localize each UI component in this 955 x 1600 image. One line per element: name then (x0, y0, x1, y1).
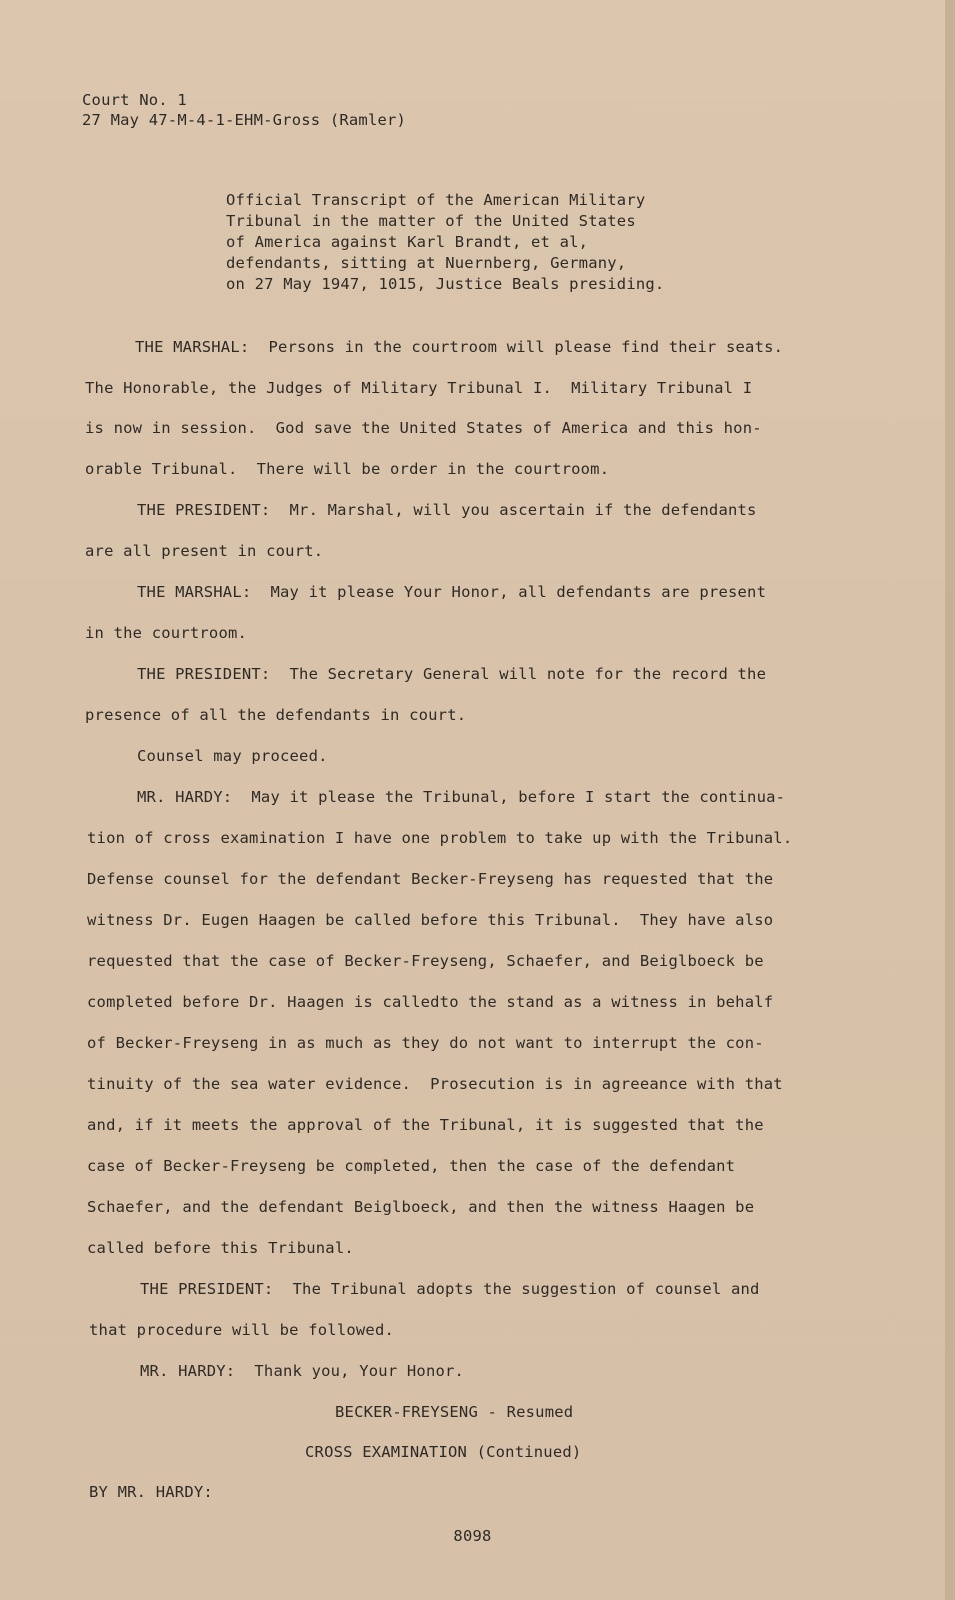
body-line: are all present in court. (85, 542, 324, 560)
body-line: requested that the case of Becker-Freyseng, Schaefer, and Beiglboeck be (87, 952, 764, 970)
speaker-line: MR. HARDY: May it please the Tribunal, before I start the continua- (137, 788, 786, 806)
body-line: of Becker-Freyseng in as much as they do not want to interrupt the con- (87, 1034, 764, 1052)
examination-heading: CROSS EXAMINATION (Continued) (305, 1443, 582, 1461)
heading-line: on 27 May 1947, 1015, Justice Beals presiding. (226, 275, 665, 293)
body-line: that procedure will be followed. (89, 1321, 395, 1339)
heading-line: of America against Karl Brandt, et al, (226, 233, 589, 251)
court-number: Court No. 1 (82, 91, 187, 109)
body-line: is now in session. God save the United States of America and this hon- (85, 419, 762, 437)
body-line: completed before Dr. Haagen is calledto the stand as a witness in behalf (87, 993, 774, 1011)
speaker-line: THE PRESIDENT: Mr. Marshal, will you ascertain if the defendants (137, 501, 757, 519)
document-reference: 27 May 47-M-4-1-EHM-Gross (Ramler) (82, 111, 407, 129)
body-line: Schaefer, and the defendant Beiglboeck, and then the witness Haagen be (87, 1198, 755, 1216)
speaker-line: THE MARSHAL: Persons in the courtroom will please find their seats. (135, 338, 784, 356)
body-line: tinuity of the sea water evidence. Prosecution is in agreeance with that (87, 1075, 783, 1093)
body-line: presence of all the defendants in court. (85, 706, 467, 724)
heading-line: defendants, sitting at Nuernberg, Germany, (226, 254, 627, 272)
body-line: Defense counsel for the defendant Becker-Freyseng has requested that the (87, 870, 774, 888)
body-line: The Honorable, the Judges of Military Tribunal I. Military Tribunal I (85, 379, 753, 397)
examiner-line: BY MR. HARDY: (89, 1483, 213, 1501)
body-line: witness Dr. Eugen Haagen be called before this Tribunal. They have also (87, 911, 774, 929)
witness-heading: BECKER-FREYSENG - Resumed (335, 1403, 574, 1421)
speaker-line: MR. HARDY: Thank you, Your Honor. (140, 1362, 465, 1380)
speaker-line: THE PRESIDENT: The Tribunal adopts the suggestion of counsel and (140, 1280, 760, 1298)
body-line: case of Becker-Freyseng be completed, then the case of the defendant (87, 1157, 736, 1175)
body-line: called before this Tribunal. (87, 1239, 354, 1257)
body-line: and, if it meets the approval of the Tribunal, it is suggested that the (87, 1116, 764, 1134)
page-number: 8098 (453, 1527, 492, 1545)
speaker-line: THE MARSHAL: May it please Your Honor, all defendants are present (137, 583, 767, 601)
heading-line: Tribunal in the matter of the United States (226, 212, 636, 230)
body-line: tion of cross examination I have one problem to take up with the Tribunal. (87, 829, 793, 847)
body-line: orable Tribunal. There will be order in the courtroom. (85, 460, 610, 478)
heading-line: Official Transcript of the American Military (226, 191, 646, 209)
body-line: Counsel may proceed. (137, 747, 328, 765)
speaker-line: THE PRESIDENT: The Secretary General will note for the record the (137, 665, 767, 683)
body-line: in the courtroom. (85, 624, 248, 642)
